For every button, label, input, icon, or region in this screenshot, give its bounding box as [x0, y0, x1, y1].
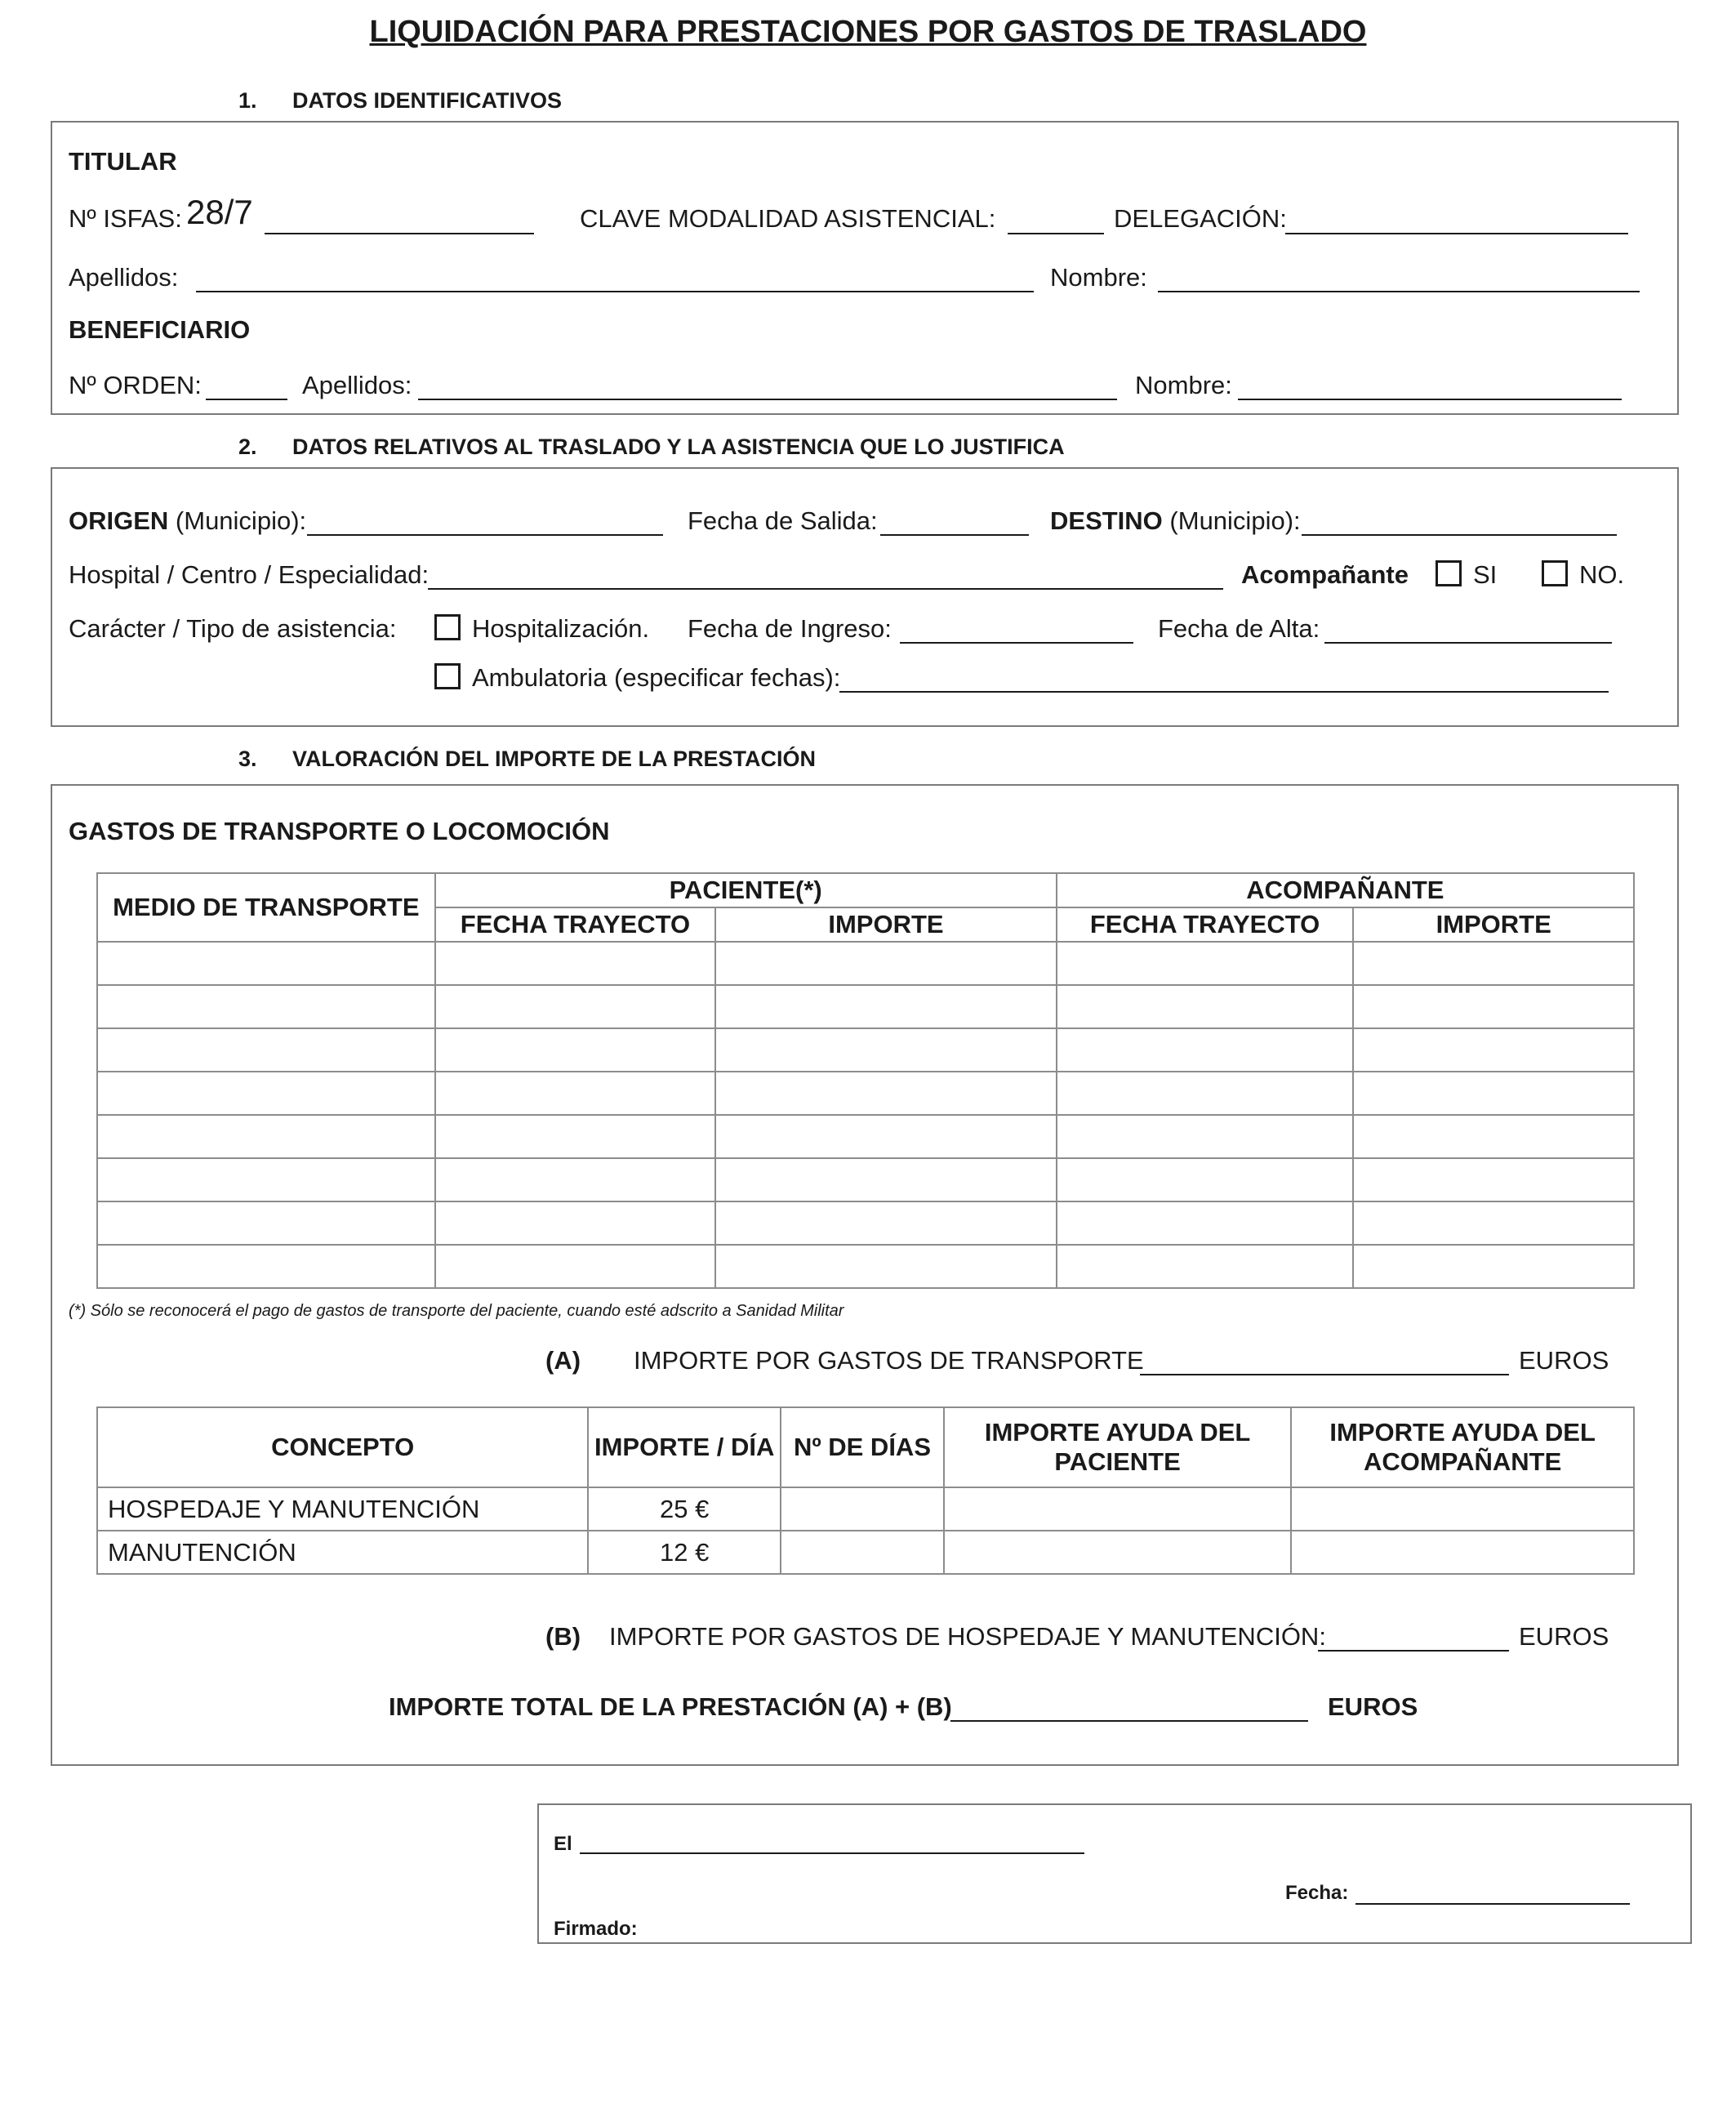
table-row	[97, 1201, 1634, 1245]
col-medio-transporte: MEDIO DE TRANSPORTE	[97, 873, 435, 942]
table-cell[interactable]	[1057, 1115, 1354, 1158]
table-cell[interactable]	[1057, 1201, 1354, 1245]
b-text: IMPORTE POR GASTOS DE HOSPEDAJE Y MANUTENCIÓN:	[609, 1622, 1326, 1651]
destino-field[interactable]	[1302, 534, 1617, 536]
apellidos-field[interactable]	[196, 291, 1034, 292]
b-unit: EUROS	[1519, 1622, 1609, 1651]
ambulatoria-checkbox[interactable]	[434, 663, 461, 689]
table-cell[interactable]	[435, 1072, 716, 1115]
col-importe-dia: IMPORTE / DÍA	[588, 1407, 781, 1487]
origen-label: ORIGEN	[69, 506, 169, 535]
total-amount-field[interactable]	[950, 1720, 1308, 1722]
table-cell[interactable]	[1353, 1115, 1634, 1158]
isfas-label: Nº ISFAS:	[69, 204, 182, 233]
ben-nombre-label: Nombre:	[1135, 371, 1232, 399]
table-cell[interactable]	[1057, 942, 1354, 985]
table-cell[interactable]	[435, 1201, 716, 1245]
origen-row	[69, 506, 306, 536]
ambulatoria-label: Ambulatoria (especificar fechas):	[472, 663, 841, 692]
table-cell[interactable]	[1353, 1028, 1634, 1072]
section1-title: DATOS IDENTIFICATIVOS	[292, 88, 563, 113]
transport-table	[96, 872, 1635, 1289]
table-row	[97, 1245, 1634, 1288]
acompanante-si-checkbox[interactable]	[1436, 560, 1462, 586]
isfas-field[interactable]	[265, 233, 534, 234]
table-row	[97, 985, 1634, 1028]
fecha-field[interactable]	[1355, 1903, 1630, 1905]
section2-heading	[238, 435, 1065, 460]
destino-row	[1050, 506, 1301, 536]
table-cell[interactable]	[435, 1028, 716, 1072]
section1-box	[51, 121, 1679, 415]
nombre-field[interactable]	[1158, 291, 1640, 292]
no-label: NO.	[1579, 560, 1625, 589]
orden-label: Nº ORDEN:	[69, 371, 202, 399]
delegacion-label: DELEGACIÓN:	[1114, 204, 1287, 233]
ayuda-paciente-cell[interactable]	[944, 1531, 1291, 1574]
table-cell[interactable]	[715, 1201, 1056, 1245]
table-cell[interactable]	[97, 985, 435, 1028]
section1-number: 1.	[238, 88, 257, 113]
table-cell[interactable]	[1353, 985, 1634, 1028]
isfas-value: 28/7	[186, 193, 253, 231]
table-row	[97, 942, 1634, 985]
clave-field[interactable]	[1008, 233, 1104, 234]
a-label: (A)	[545, 1346, 581, 1375]
table-cell[interactable]	[715, 1245, 1056, 1288]
ambulatoria-field[interactable]	[839, 691, 1609, 693]
nombre-label: Nombre:	[1050, 263, 1147, 292]
ayuda-paciente-cell[interactable]	[944, 1487, 1291, 1531]
concept-header-row	[97, 1407, 1634, 1487]
table-row	[97, 1028, 1634, 1072]
table-row	[97, 1072, 1634, 1115]
si-label: SI	[1473, 560, 1498, 589]
transporte-subheading: GASTOS DE TRANSPORTE O LOCOMOCIÓN	[69, 817, 610, 845]
table-cell[interactable]	[435, 1158, 716, 1201]
destino-label: DESTINO	[1050, 506, 1163, 535]
acompanante-label: Acompañante	[1241, 560, 1409, 589]
a-unit: EUROS	[1519, 1346, 1609, 1375]
table-cell[interactable]	[715, 1028, 1056, 1072]
table-cell[interactable]	[97, 942, 435, 985]
a-text: IMPORTE POR GASTOS DE TRANSPORTE	[634, 1346, 1144, 1375]
section2-title: DATOS RELATIVOS AL TRASLADO Y LA ASISTENCIA QUE LO JUSTIFICA	[292, 435, 1065, 459]
concepto-cell: HOSPEDAJE Y MANUTENCIÓN	[97, 1487, 588, 1531]
fecha-label: Fecha:	[1285, 1882, 1349, 1904]
hospitalizacion-checkbox[interactable]	[434, 614, 461, 640]
col-concepto: CONCEPTO	[97, 1407, 588, 1487]
table-cell[interactable]	[715, 985, 1056, 1028]
fecha-ingreso-field[interactable]	[900, 642, 1133, 644]
fecha-alta-label: Fecha de Alta:	[1158, 614, 1320, 643]
firmado-label: Firmado:	[554, 1918, 638, 1940]
b-label: (B)	[545, 1622, 581, 1651]
apellidos-label: Apellidos:	[69, 263, 179, 292]
importe-dia-cell: 25 €	[588, 1487, 781, 1531]
total-unit: EUROS	[1328, 1692, 1418, 1721]
table-cell[interactable]	[715, 1115, 1056, 1158]
section1-heading	[238, 88, 562, 114]
table-cell[interactable]	[715, 1158, 1056, 1201]
b-amount-field[interactable]	[1318, 1650, 1509, 1652]
table-row	[97, 1531, 1634, 1574]
ben-nombre-field[interactable]	[1238, 399, 1622, 400]
table-cell[interactable]	[1057, 1072, 1354, 1115]
col-ayuda-acompanante: IMPORTE AYUDA DEL ACOMPAÑANTE	[1291, 1407, 1634, 1487]
origen-sub: (Municipio):	[175, 506, 307, 535]
num-dias-cell[interactable]	[781, 1531, 944, 1574]
table-cell[interactable]	[1057, 1245, 1354, 1288]
origen-field[interactable]	[307, 534, 663, 536]
table-cell[interactable]	[1353, 1245, 1634, 1288]
paciente-importe: IMPORTE	[715, 907, 1056, 942]
table-cell[interactable]	[97, 1072, 435, 1115]
acompanante-no-checkbox[interactable]	[1542, 560, 1568, 586]
table-cell[interactable]	[1057, 1028, 1354, 1072]
table-cell[interactable]	[1353, 1201, 1634, 1245]
col-num-dias: Nº DE DÍAS	[781, 1407, 944, 1487]
clave-label: CLAVE MODALIDAD ASISTENCIAL:	[580, 204, 996, 233]
section3-number: 3.	[238, 747, 257, 771]
ben-apellidos-label: Apellidos:	[302, 371, 412, 399]
importe-dia-cell: 12 €	[588, 1531, 781, 1574]
page-title: LIQUIDACIÓN PARA PRESTACIONES POR GASTOS DE TRASLADO	[369, 15, 1367, 49]
beneficiario-heading: BENEFICIARIO	[69, 315, 251, 344]
hospitalizacion-label: Hospitalización.	[472, 614, 650, 643]
table-cell[interactable]	[715, 1072, 1056, 1115]
destino-sub: (Municipio):	[1169, 506, 1301, 535]
concept-table	[96, 1406, 1635, 1575]
table-cell[interactable]	[715, 942, 1056, 985]
a-amount-field[interactable]	[1140, 1374, 1509, 1375]
concepto-cell: MANUTENCIÓN	[97, 1531, 588, 1574]
section3-heading	[238, 747, 816, 772]
paciente-fecha-trayecto: FECHA TRAYECTO	[435, 907, 716, 942]
table-row	[97, 1158, 1634, 1201]
section3-title: VALORACIÓN DEL IMPORTE DE LA PRESTACIÓN	[292, 747, 817, 771]
acompanante-importe: IMPORTE	[1353, 907, 1634, 942]
table-cell[interactable]	[97, 1201, 435, 1245]
table-cell[interactable]	[1057, 985, 1354, 1028]
acompanante-fecha-trayecto: FECHA TRAYECTO	[1057, 907, 1354, 942]
section2-number: 2.	[238, 435, 257, 459]
ben-apellidos-field[interactable]	[418, 399, 1117, 400]
orden-field[interactable]	[206, 399, 287, 400]
hospital-label: Hospital / Centro / Especialidad:	[69, 560, 430, 589]
el-field[interactable]	[580, 1852, 1084, 1854]
col-ayuda-paciente: IMPORTE AYUDA DEL PACIENTE	[944, 1407, 1291, 1487]
group-paciente: PACIENTE(*)	[435, 873, 1057, 907]
table-row	[97, 1487, 1634, 1531]
fecha-ingreso-label: Fecha de Ingreso:	[688, 614, 892, 643]
hospital-field[interactable]	[428, 588, 1223, 590]
table-cell[interactable]	[435, 942, 716, 985]
ayuda-acompanante-cell[interactable]	[1291, 1531, 1634, 1574]
table-cell[interactable]	[1353, 1072, 1634, 1115]
table-cell[interactable]	[435, 1245, 716, 1288]
table-row	[97, 1115, 1634, 1158]
table-cell[interactable]	[1057, 1158, 1354, 1201]
fecha-salida-field[interactable]	[880, 534, 1029, 536]
table-cell[interactable]	[1353, 942, 1634, 985]
group-acompanante: ACOMPAÑANTE	[1057, 873, 1634, 907]
fecha-alta-field[interactable]	[1324, 642, 1612, 644]
footnote: (*) Sólo se reconocerá el pago de gastos de transporte del paciente, cuando esté adscrito a Sanidad Militar	[69, 1302, 844, 1320]
table-cell[interactable]	[97, 1028, 435, 1072]
ayuda-acompanante-cell[interactable]	[1291, 1487, 1634, 1531]
table-cell[interactable]	[1353, 1158, 1634, 1201]
el-label: El	[554, 1833, 572, 1855]
table-cell[interactable]	[435, 985, 716, 1028]
fecha-salida-label: Fecha de Salida:	[688, 506, 878, 535]
table-cell[interactable]	[97, 1115, 435, 1158]
table-cell[interactable]	[435, 1115, 716, 1158]
delegacion-field[interactable]	[1285, 233, 1628, 234]
total-text: IMPORTE TOTAL DE LA PRESTACIÓN (A) + (B)	[389, 1692, 952, 1721]
table-cell[interactable]	[97, 1245, 435, 1288]
titular-heading: TITULAR	[69, 147, 177, 176]
table-cell[interactable]	[97, 1158, 435, 1201]
num-dias-cell[interactable]	[781, 1487, 944, 1531]
caracter-label: Carácter / Tipo de asistencia:	[69, 614, 397, 643]
signature-box	[537, 1803, 1692, 1944]
transport-header-row-1	[97, 873, 1634, 907]
